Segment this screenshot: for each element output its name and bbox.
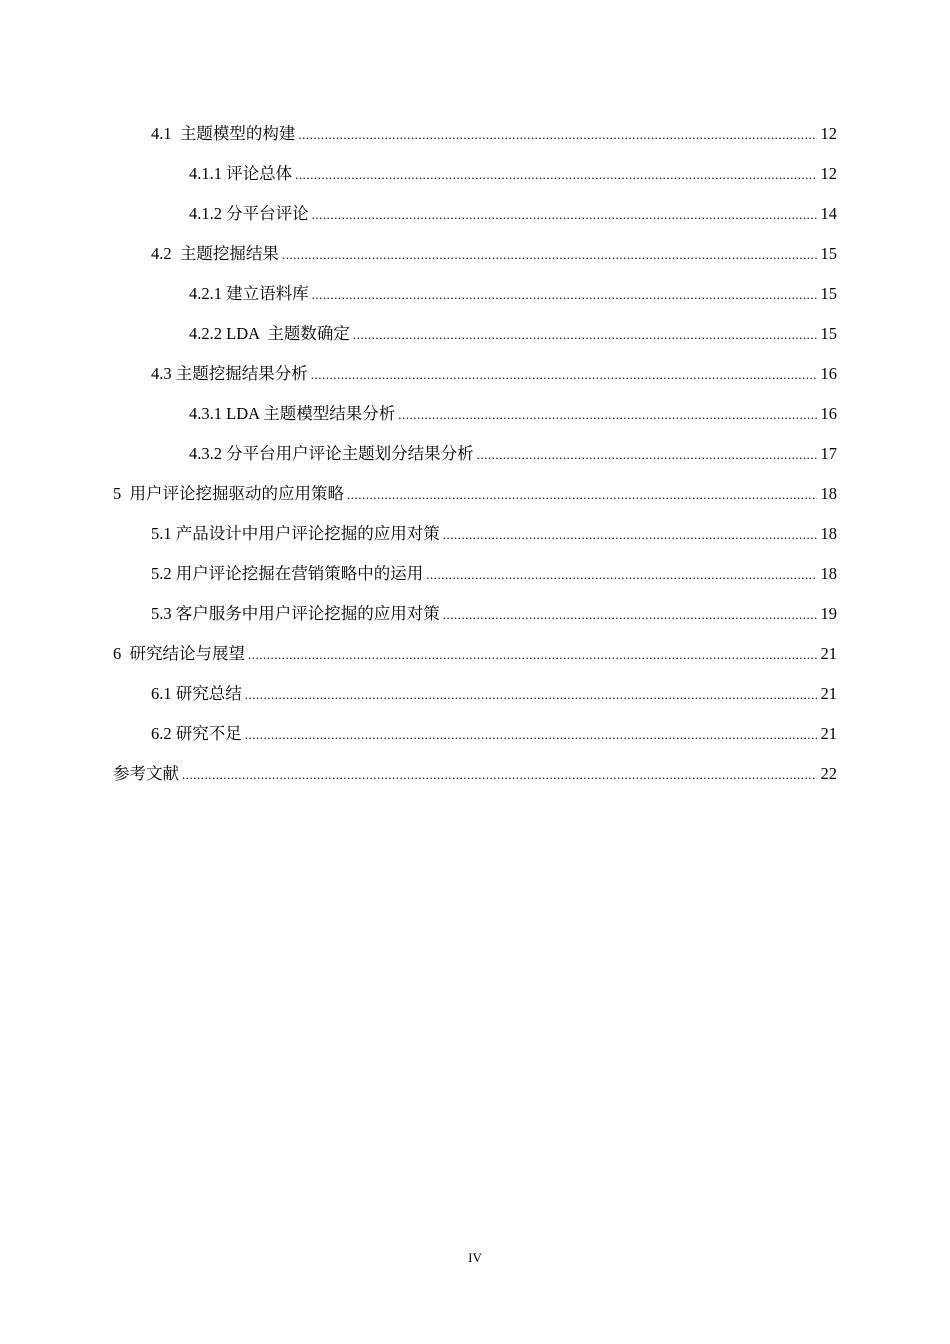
toc-entry-title: 4.3.2 分平台用户评论主题划分结果分析	[189, 444, 474, 463]
toc-entry-title: 4.2.2 LDA 主题数确定	[189, 324, 350, 343]
toc-entry[interactable]	[0, 558, 950, 598]
toc-entry-title: 4.1.2 分平台评论	[189, 204, 309, 223]
toc-dot-leader	[245, 719, 817, 751]
toc-entry-page: 12	[820, 164, 837, 183]
toc-entry[interactable]	[0, 198, 950, 238]
toc-entry-title: 参考文献	[113, 764, 179, 783]
toc-entry-page: 15	[820, 244, 837, 263]
toc-entry[interactable]	[0, 358, 950, 398]
table-of-contents	[0, 118, 950, 798]
toc-entry-page: 15	[820, 284, 837, 303]
toc-dot-leader	[398, 399, 817, 431]
toc-entry-page: 19	[820, 604, 837, 623]
page-number: IV	[468, 1250, 482, 1265]
toc-entry[interactable]	[0, 758, 950, 798]
toc-entry-page: 16	[820, 404, 837, 423]
toc-entry-page: 18	[820, 524, 837, 543]
toc-entry-page: 16	[820, 364, 837, 383]
toc-entry[interactable]	[0, 518, 950, 558]
toc-entry-page: 14	[820, 204, 837, 223]
toc-dot-leader	[477, 439, 817, 471]
toc-dot-leader	[182, 759, 817, 791]
toc-dot-leader	[312, 199, 817, 231]
toc-entry-title: 5.3 客户服务中用户评论挖掘的应用对策	[151, 604, 440, 623]
toc-entry[interactable]	[0, 278, 950, 318]
toc-entry-page: 21	[820, 684, 837, 703]
toc-entry[interactable]	[0, 598, 950, 638]
toc-entry-title: 4.3.1 LDA 主题模型结果分析	[189, 404, 396, 423]
toc-entry[interactable]	[0, 438, 950, 478]
toc-entry-title: 4.3 主题挖掘结果分析	[151, 364, 308, 383]
toc-dot-leader	[311, 359, 817, 391]
toc-entry-page: 12	[820, 124, 837, 143]
toc-entry[interactable]	[0, 158, 950, 198]
toc-entry-page: 18	[820, 564, 837, 583]
toc-entry-title: 6.2 研究不足	[151, 724, 242, 743]
toc-entry[interactable]	[0, 318, 950, 358]
toc-entry-page: 21	[820, 724, 837, 743]
toc-dot-leader	[282, 239, 817, 271]
toc-entry-title: 6 研究结论与展望	[113, 644, 245, 663]
toc-entry[interactable]	[0, 678, 950, 718]
toc-entry-page: 15	[820, 324, 837, 343]
toc-dot-leader	[245, 679, 817, 711]
toc-entry[interactable]	[0, 638, 950, 678]
toc-entry-title: 4.1 主题模型的构建	[151, 124, 296, 143]
toc-entry-title: 5.2 用户评论挖掘在营销策略中的运用	[151, 564, 424, 583]
toc-dot-leader	[443, 599, 817, 631]
toc-dot-leader	[347, 479, 817, 511]
toc-dot-leader	[353, 319, 817, 351]
toc-entry-title: 5.1 产品设计中用户评论挖掘的应用对策	[151, 524, 440, 543]
toc-dot-leader	[426, 559, 817, 591]
toc-entry[interactable]	[0, 118, 950, 158]
toc-entry[interactable]	[0, 238, 950, 278]
toc-dot-leader	[248, 639, 817, 671]
toc-entry[interactable]	[0, 398, 950, 438]
toc-entry-page: 17	[820, 444, 837, 463]
toc-dot-leader	[312, 279, 817, 311]
toc-entry-title: 4.2.1 建立语料库	[189, 284, 309, 303]
toc-entry-title: 6.1 研究总结	[151, 684, 242, 703]
toc-dot-leader	[443, 519, 817, 551]
toc-dot-leader	[295, 159, 817, 191]
toc-entry-page: 21	[820, 644, 837, 663]
toc-entry-page: 18	[820, 484, 837, 503]
toc-dot-leader	[298, 119, 817, 151]
toc-entry[interactable]	[0, 478, 950, 518]
toc-entry-title: 4.2 主题挖掘结果	[151, 244, 279, 263]
toc-entry-title: 5 用户评论挖掘驱动的应用策略	[113, 484, 344, 503]
toc-entry-page: 22	[820, 764, 837, 783]
toc-entry[interactable]	[0, 718, 950, 758]
toc-entry-title: 4.1.1 评论总体	[189, 164, 293, 183]
